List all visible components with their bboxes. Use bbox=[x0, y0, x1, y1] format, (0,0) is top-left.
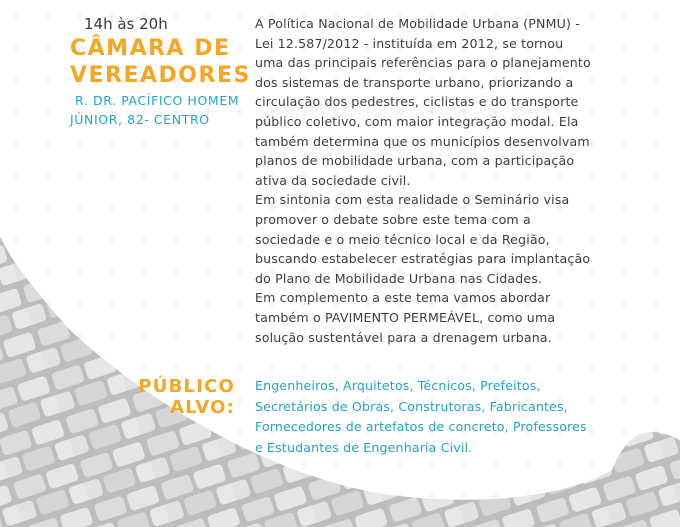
audience-heading-line-2: ALVO: bbox=[169, 397, 235, 418]
audience-heading bbox=[133, 376, 235, 418]
description-text bbox=[255, 14, 615, 347]
body-line: também determina que os municípios desenvolvam bbox=[255, 133, 590, 149]
body-line: Em sintonia com esta realidade o Seminário visa bbox=[255, 192, 570, 208]
event-info bbox=[70, 14, 250, 129]
address-line-1: R. DR. PACÍFICO HOMEM bbox=[75, 93, 240, 108]
venue-line-2: VEREADORES bbox=[70, 63, 251, 88]
body-line: dos sistemas de transporte urbano, priorizando a bbox=[255, 74, 574, 90]
body-line: promover o debate sobre este tema com a bbox=[255, 211, 531, 227]
venue-name bbox=[70, 35, 250, 89]
body-line: uma das principais referências para o planejamento bbox=[255, 55, 591, 71]
audience-line: Secretários de Obras, Construtoras, Fabricantes, bbox=[255, 398, 568, 414]
body-line: também o PAVIMENTO PERMEÁVEL, como uma bbox=[255, 309, 556, 325]
body-line: A Política Nacional de Mobilidade Urbana (PNMU) - bbox=[255, 16, 580, 31]
body-line: ativa da sociedade civil. bbox=[255, 172, 411, 188]
body-line: planos de mobilidade urbana, com a participação bbox=[255, 153, 575, 169]
audience-heading-line-1: PÚBLICO bbox=[138, 376, 235, 397]
body-line: sociedade e o meio técnico local e da Região, bbox=[255, 231, 550, 247]
venue-address bbox=[70, 91, 250, 129]
venue-line-1: CÂMARA DE bbox=[70, 36, 231, 61]
address-line-2: JÚNIOR, 82- CENTRO bbox=[70, 112, 210, 127]
audience-line: e Estudantes de Engenharia Civil. bbox=[255, 439, 473, 455]
audience-line: Fornecedores de artefatos de concreto, Professores bbox=[255, 419, 587, 435]
body-line: Em complemento a este tema vamos abordar bbox=[255, 290, 551, 306]
audience-list bbox=[255, 376, 615, 458]
event-time: 14h às 20h bbox=[84, 15, 168, 33]
body-line: circulação dos pedestres, ciclistas e do transporte bbox=[255, 94, 579, 110]
body-line: do Plano de Mobilidade Urbana nas Cidades. bbox=[255, 270, 543, 286]
audience-line: Engenheiros, Arquitetos, Técnicos, Prefeitos, bbox=[255, 378, 541, 393]
body-line: buscando estabelecer estratégias para implantação bbox=[255, 251, 591, 267]
body-line: público coletivo, com maior integração modal. Ela bbox=[255, 113, 579, 129]
body-line: solução sustentável para a drenagem urbana. bbox=[255, 329, 552, 345]
body-line: Lei 12.587/2012 - instituída em 2012, se tornou bbox=[255, 35, 564, 51]
